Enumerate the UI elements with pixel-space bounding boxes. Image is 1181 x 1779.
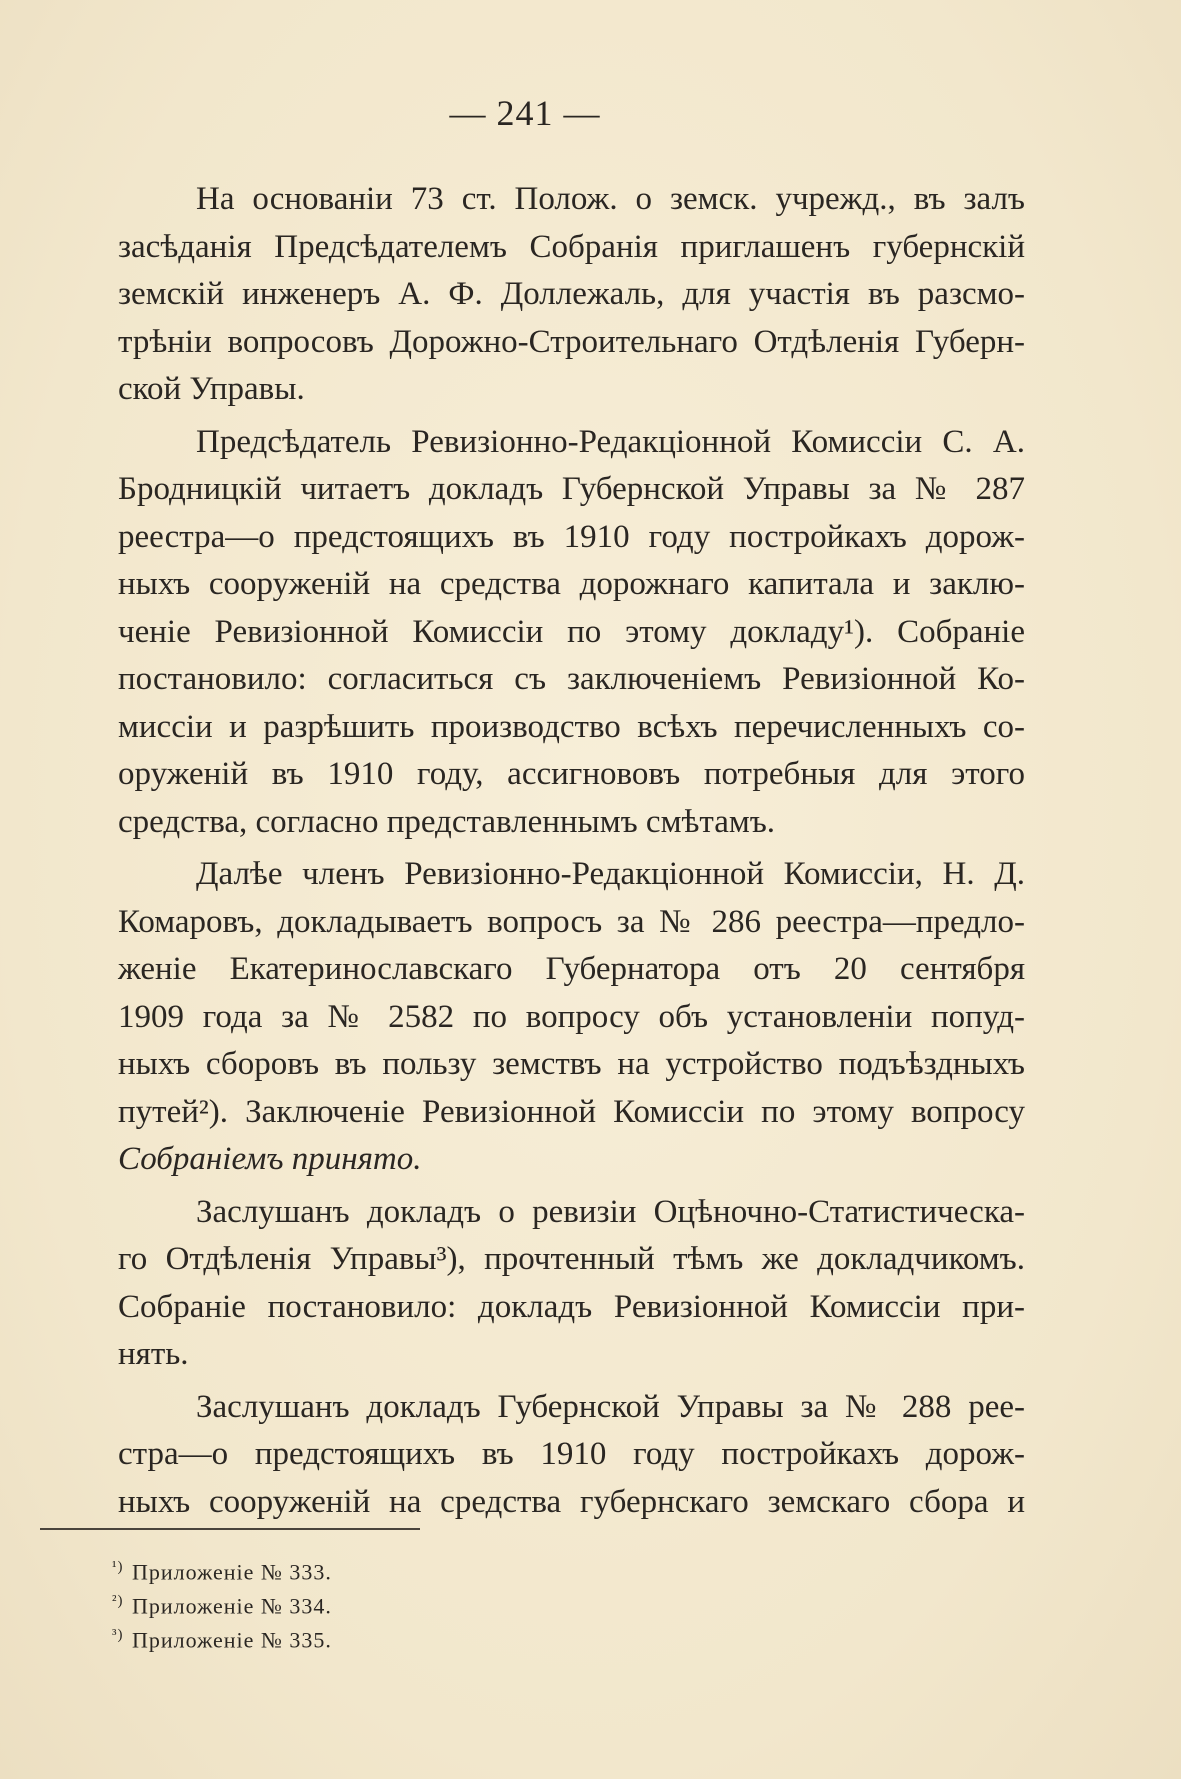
text-line: Комаровъ, докладываетъ вопросъ за № 286 реестра—предло-: [118, 903, 1025, 940]
footnote-divider: [40, 1528, 420, 1530]
text-line: нять.: [118, 1336, 189, 1372]
footnote-text: Приложеніе № 335.: [132, 1627, 332, 1653]
footnote-1: [112, 1550, 612, 1584]
text-line: го Отдѣленія Управы³), прочтенный тѣмъ же докладчикомъ.: [118, 1241, 1025, 1277]
footnote-text: Приложеніе № 333.: [132, 1559, 332, 1585]
text-line: На основаніи 73 ст. Полож. о земск. учрежд., въ залъ: [196, 181, 1025, 217]
footnote-text: Приложеніе № 334.: [132, 1593, 332, 1619]
text-line: Заслушанъ докладъ о ревизіи Оцѣночно-Статистическа-: [196, 1193, 1025, 1230]
text-line: реестра—о предстоящихъ въ 1910 году постройкахъ дорож-: [118, 518, 1025, 555]
footnote-3: [112, 1618, 612, 1652]
text-line: ныхъ сооруженій на средства губернскаго земскаго сбора и: [118, 1483, 1025, 1520]
body-text: [40, 176, 1025, 1531]
text-line: средства, согласно представленнымъ смѣтамъ.: [118, 803, 776, 840]
text-line: стра—о предстоящихъ въ 1910 году постройкахъ дорож-: [118, 1436, 1025, 1472]
text-line: 1909 года за № 2582 по вопросу объ установленіи попуд-: [118, 998, 1025, 1035]
text-line: миссіи и разрѣшить производство всѣхъ перечисленныхъ со-: [118, 708, 1025, 745]
text-line: путей²). Заключеніе Ревизіонной Комиссіи по этому вопросу: [118, 1093, 1025, 1130]
text-line: ныхъ сборовъ въ пользу земствъ на устройство подъѣздныхъ: [118, 1046, 1025, 1082]
page-number: — 241 —: [449, 93, 601, 133]
paragraph-1: [40, 176, 1025, 414]
footnotes: [112, 1550, 612, 1652]
text-line: Предсѣдатель Ревизіонно-Редакціонной Комиссіи С. А.: [196, 423, 1025, 460]
footnote-2: [112, 1584, 612, 1618]
text-line: Собраніе постановило: докладъ Ревизіонной Комиссіи при-: [118, 1288, 1025, 1325]
paragraph-4: [40, 1189, 1025, 1379]
paragraph-2: [40, 419, 1025, 847]
text-line: Заслушанъ докладъ Губернской Управы за № 288 реe-: [196, 1388, 1025, 1425]
text-line: ченіе Ревизіонной Комиссіи по этому докладу¹). Собраніе: [118, 613, 1025, 650]
text-line: Бродницкій читаетъ докладъ Губернской Управы за № 287: [118, 471, 1025, 507]
paragraph-5: [40, 1384, 1025, 1527]
paragraph-3: [40, 851, 1025, 1184]
text-line: Далѣе членъ Ревизіонно-Редакціонной Комиссіи, Н. Д.: [196, 856, 1025, 892]
text-line: ныхъ сооруженій на средства дорожнаго капитала и заклю-: [118, 566, 1025, 602]
text-line: женіе Екатеринославскаго Губернатора отъ 20 сентября: [118, 951, 1025, 987]
text-line: постановило: согласиться съ заключеніемъ Ревизіонной Ко-: [118, 661, 1025, 697]
footnote-mark: ³): [112, 1627, 124, 1643]
text-line: земскій инженеръ А. Ф. Доллежаль, для участія въ разсмо-: [118, 276, 1025, 312]
text-line: ской Управы.: [118, 371, 305, 407]
text-line: оруженій въ 1910 году, ассигнововъ потребныя для этого: [118, 756, 1025, 792]
footnote-mark: ²): [112, 1593, 124, 1609]
footnote-mark: ¹): [112, 1559, 124, 1575]
text-line: засѣданія Предсѣдателемъ Собранія приглашенъ губернскій: [118, 228, 1025, 265]
text-line: Собраніемъ принято.: [118, 1141, 422, 1177]
text-line: трѣніи вопросовъ Дорожно-Строительнаго Отдѣленія Губерн-: [118, 323, 1025, 360]
